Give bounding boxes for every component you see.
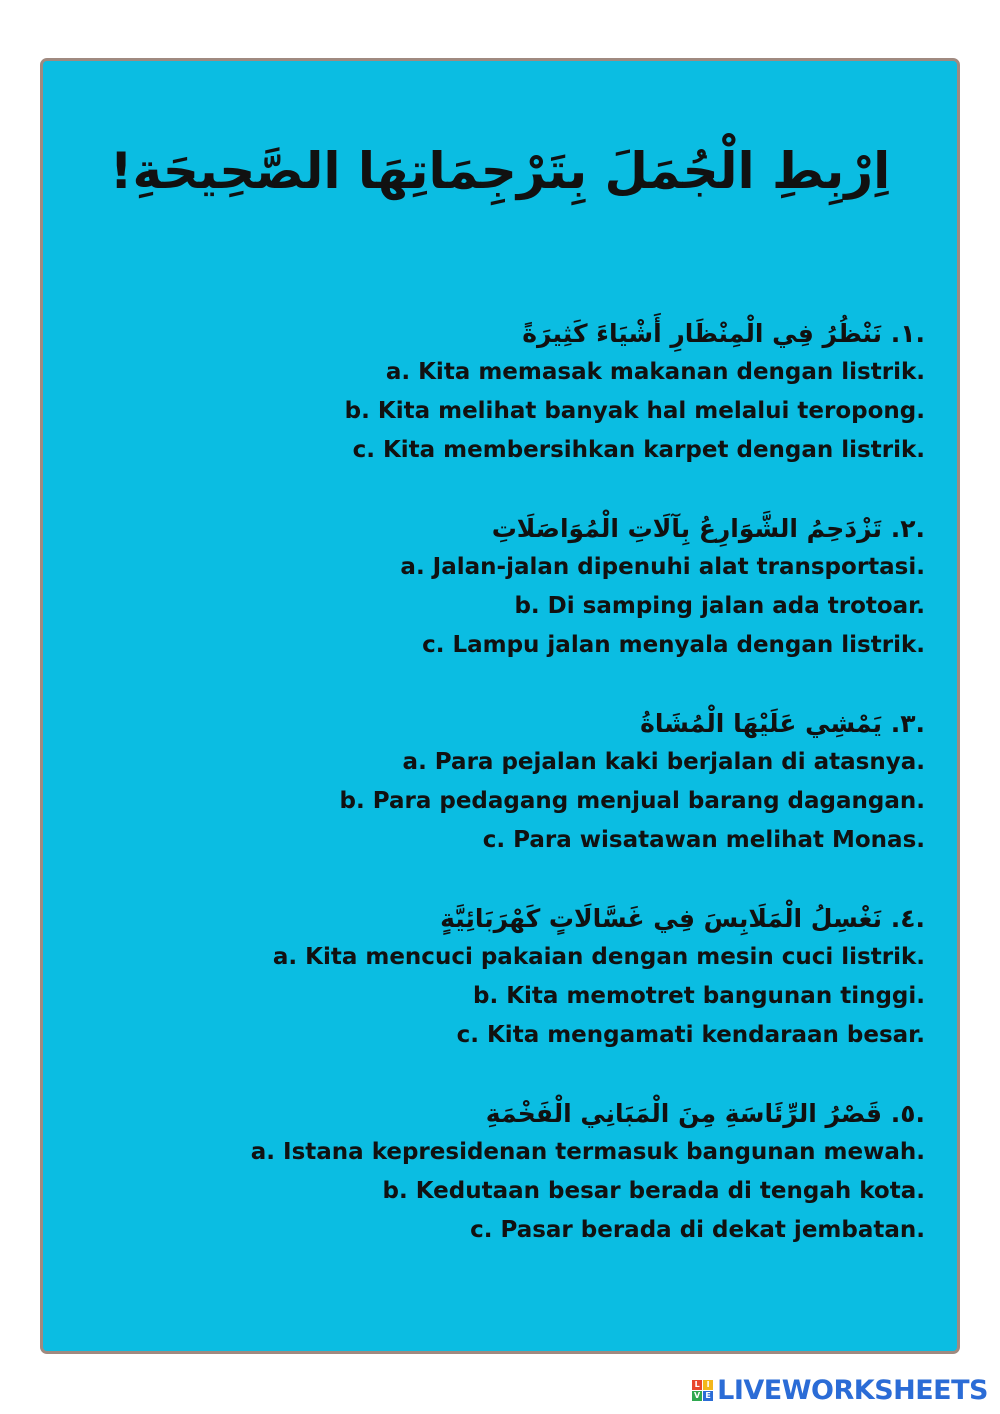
answer-option-a[interactable]: a. Istana kepresidenan termasuk bangunan mewah.: [250, 1139, 925, 1165]
answer-option-b[interactable]: b. Kedutaan besar berada di tengah kota.: [382, 1178, 925, 1204]
answer-option-c[interactable]: c. Para wisatawan melihat Monas.: [482, 827, 925, 853]
question-3: [85, 704, 925, 860]
question-list: [85, 314, 925, 1289]
question-arabic-text: .٢. تَزْدَحِمُ الشَّوَارِعُ بِآلَاتِ الْمُوَاصَلَاتِ: [491, 514, 925, 543]
worksheet-panel: [40, 58, 960, 1354]
question-arabic-text: .٥. قَصْرُ الرِّئَاسَةِ مِنَ الْمَبَانِي الْفَخْمَةِ: [485, 1099, 925, 1128]
question-arabic-text: .١. نَنْظُرُ فِي الْمِنْظَارِ أَشْيَاءَ كَثِيرَةً: [522, 319, 925, 348]
page-title: اِرْبِطِ الْجُمَلَ بِتَرْجِمَاتِهَا الصَّحِيحَةِ!: [109, 142, 891, 200]
answer-option-c[interactable]: c. Pasar berada di dekat jembatan.: [470, 1217, 925, 1243]
answer-option-c[interactable]: c. Kita membersihkan karpet dengan listrik.: [352, 437, 925, 463]
answer-option-c[interactable]: c. Lampu jalan menyala dengan listrik.: [422, 632, 925, 658]
liveworksheets-logo-text: LIVEWORKSHEETS: [717, 1374, 988, 1406]
answer-option-b[interactable]: b. Para pedagang menjual barang dagangan.: [339, 788, 925, 814]
answer-option-b[interactable]: b. Kita memotret bangunan tinggi.: [473, 983, 925, 1009]
answer-option-a[interactable]: a. Kita memasak makanan dengan listrik.: [385, 359, 925, 385]
answer-option-a[interactable]: a. Jalan-jalan dipenuhi alat transportasi.: [400, 554, 925, 580]
answer-option-b[interactable]: b. Di samping jalan ada trotoar.: [514, 593, 925, 619]
liveworksheets-logo-icon: L I V E: [692, 1380, 713, 1401]
question-2: [85, 509, 925, 665]
answer-option-b[interactable]: b. Kita melihat banyak hal melalui teropong.: [344, 398, 925, 424]
question-1: [85, 314, 925, 470]
question-5: [85, 1094, 925, 1250]
liveworksheets-logo: [692, 1370, 988, 1410]
question-arabic-text: .٣. يَمْشِي عَلَيْهَا الْمُشَاةُ: [640, 709, 925, 738]
question-arabic-text: .٤. نَغْسِلُ الْمَلَابِسَ فِي غَسَّالَاتٍ كَهْرَبَائِيَّةٍ: [440, 904, 925, 933]
answer-option-c[interactable]: c. Kita mengamati kendaraan besar.: [456, 1022, 925, 1048]
answer-option-a[interactable]: a. Para pejalan kaki berjalan di atasnya.: [402, 749, 925, 775]
question-4: [85, 899, 925, 1055]
answer-option-a[interactable]: a. Kita mencuci pakaian dengan mesin cuci listrik.: [272, 944, 925, 970]
